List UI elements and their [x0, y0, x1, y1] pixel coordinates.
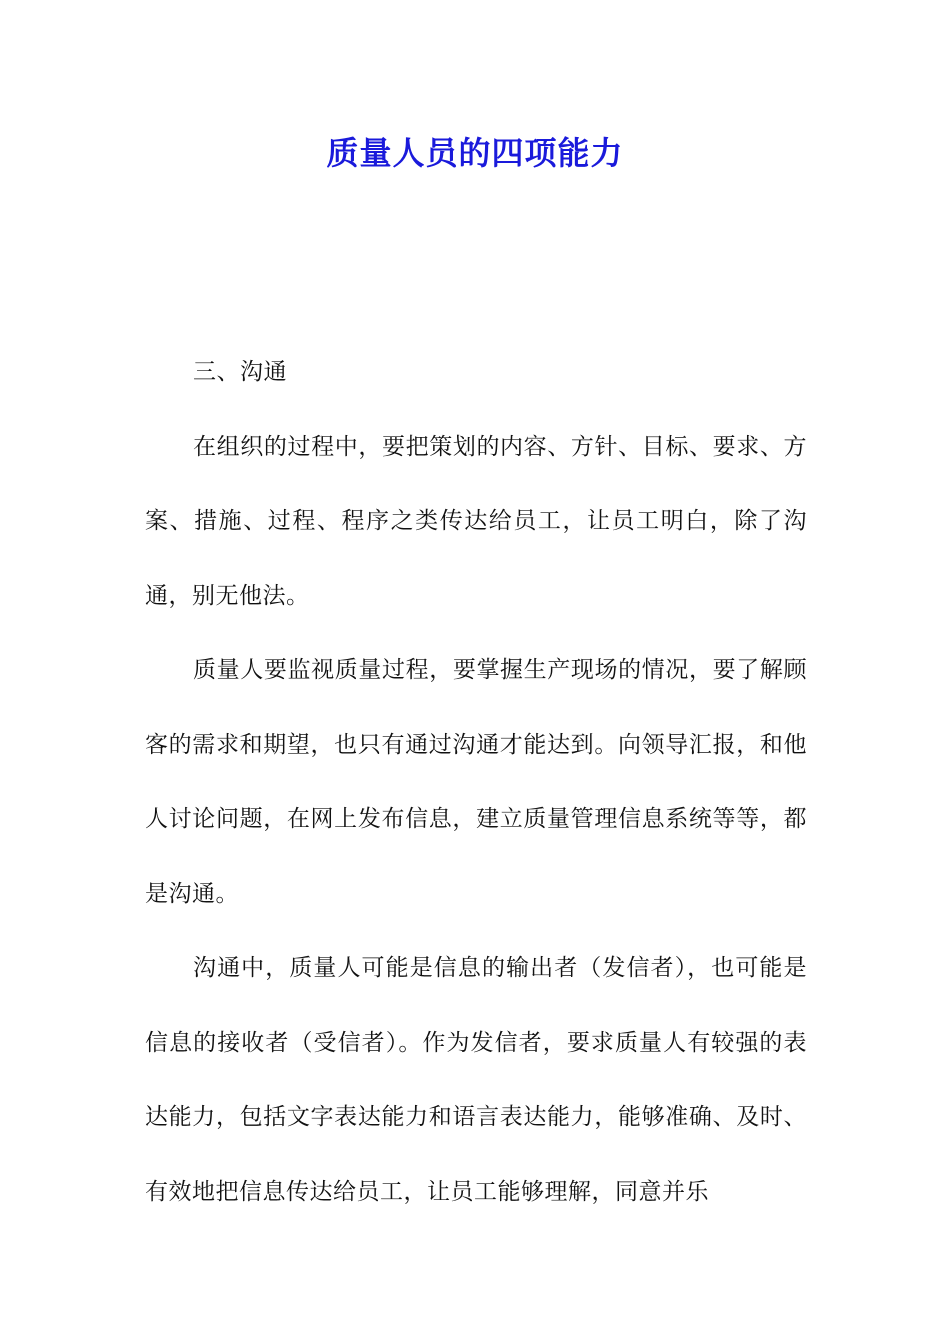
- document-title: 质量人员的四项能力: [326, 134, 624, 172]
- document-body: [145, 335, 807, 1229]
- section-heading: 三、沟通: [193, 359, 287, 385]
- paragraph: 质量人要监视质量过程，要掌握生产现场的情况，要了解顾客的需求和期望，也只有通过沟通才能达到。向领导汇报，和他人讨论问题，在网上发布信息，建立质量管理信息系统等等，都是沟通。: [145, 657, 807, 907]
- paragraph: 在组织的过程中，要把策划的内容、方针、目标、要求、方案、措施、过程、程序之类传达给员工，让员工明白，除了沟通，别无他法。: [145, 433, 807, 609]
- paragraph: 沟通中，质量人可能是信息的输出者（发信者），也可能是信息的接收者（受信者）。作为发信者，要求质量人有较强的表达能力，包括文字表达能力和语言表达能力，能够准确、及时、有效地把信息传达给员工，让员工能够理解，同意并乐: [145, 955, 807, 1205]
